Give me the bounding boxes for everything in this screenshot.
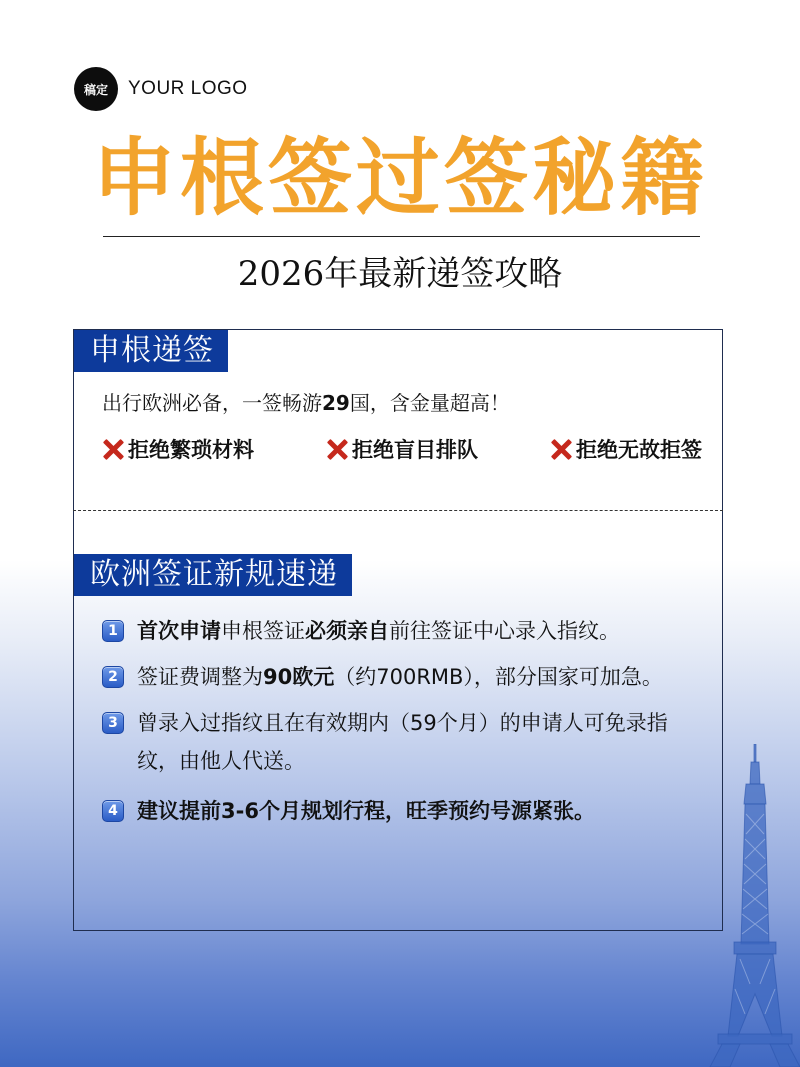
x-icon	[102, 438, 124, 460]
no-item	[550, 434, 702, 464]
rule-text: 曾录入过指纹且在有效期内（59个月）的申请人可免录指纹，由他人代送。	[137, 711, 668, 773]
no-item	[326, 434, 478, 464]
logo-text: YOUR LOGO	[128, 78, 248, 99]
no-item-label: 拒绝繁琐材料	[128, 438, 254, 462]
logo	[74, 67, 248, 111]
rule-item	[102, 612, 702, 650]
no-list	[102, 434, 702, 464]
rule-item	[102, 658, 702, 696]
intro-part1: 出行欧洲必备，一签畅游	[102, 391, 322, 415]
rule-bold: 首次申请	[137, 619, 221, 643]
rule-text	[137, 658, 663, 696]
intro-part2: 国，含金量超高！	[349, 391, 510, 415]
rule-bold: 90欧元	[263, 665, 335, 689]
section-tag-schengen: 申根递签	[74, 330, 228, 372]
rule-text	[137, 612, 620, 650]
rule-plain: 申根签证	[221, 619, 305, 643]
no-item	[102, 434, 254, 464]
x-icon	[326, 438, 348, 460]
page-subtitle: 2026年最新递签攻略	[237, 254, 563, 294]
rule-bold: 必须亲自	[305, 619, 389, 643]
number-badge-icon: 4	[102, 800, 124, 822]
page-title: 申根签过签秘籍	[91, 128, 708, 227]
number-badge-icon: 3	[102, 712, 124, 734]
intro-bold: 29	[322, 391, 350, 415]
title-divider	[103, 236, 700, 237]
info-card	[73, 329, 723, 931]
logo-badge: 稿定	[74, 67, 118, 111]
rule-item	[102, 704, 702, 780]
rule-plain: （约700RMB），部分国家可加急。	[334, 665, 663, 689]
no-item-label: 拒绝盲目排队	[352, 438, 478, 462]
no-item-label: 拒绝无故拒签	[576, 438, 702, 462]
eiffel-tower-icon	[690, 744, 800, 1067]
rule-item	[102, 792, 702, 830]
dashed-divider	[73, 510, 723, 511]
section-tag-new-rules: 欧洲签证新规速递	[74, 554, 352, 596]
number-badge-icon: 1	[102, 620, 124, 642]
rule-plain: 前往签证中心录入指纹。	[389, 619, 620, 643]
rule-plain: 签证费调整为	[137, 665, 263, 689]
intro-text	[102, 388, 510, 418]
rules-list	[102, 612, 702, 830]
rule-text: 建议提前3-6个月规划行程，旺季预约号源紧张。	[137, 799, 595, 823]
x-icon	[550, 438, 572, 460]
number-badge-icon: 2	[102, 666, 124, 688]
